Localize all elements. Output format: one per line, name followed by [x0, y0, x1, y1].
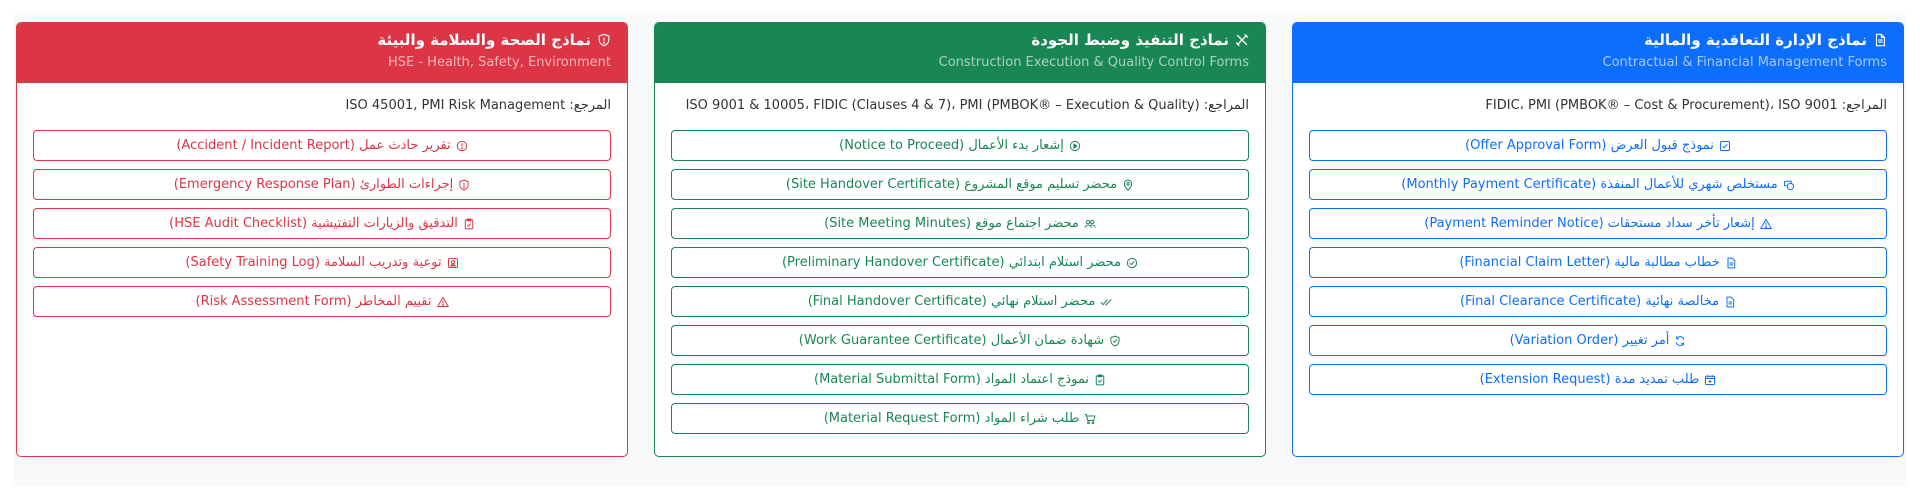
forms-section — [13, 15, 1907, 486]
map-pin-icon — [1122, 179, 1134, 191]
button-label: أمر تغيير (Variation Order) — [1509, 333, 1670, 348]
button-label: طلب تمديد مدة (Extension Request) — [1479, 372, 1700, 387]
references-hse: المرجع: ISO 45001, PMI Risk Management — [345, 98, 611, 113]
forms-cards-row — [16, 22, 1904, 457]
button-label: نموذج اعتماد المواد (Material Submittal Form) — [814, 372, 1089, 387]
button-label: إشعار تأخر سداد مستحقات (Payment Reminder Notice) — [1424, 216, 1755, 231]
tools-icon — [1235, 33, 1249, 47]
exclamation-circle-icon — [456, 140, 468, 152]
material-submittal-form-button[interactable] — [671, 364, 1249, 395]
warning-triangle-icon — [437, 296, 449, 308]
person-badge-icon — [447, 257, 459, 269]
card-subtitle-contractual: Contractual & Financial Management Forms — [1602, 55, 1887, 70]
emergency-response-plan-button[interactable] — [33, 169, 611, 200]
notice-to-proceed-button[interactable] — [671, 130, 1249, 161]
cart-icon — [1084, 413, 1096, 425]
button-label: توعية وتدريب السلامة (Safety Training Log) — [185, 255, 442, 270]
button-label: تقييم المخاطر (Risk Assessment Form) — [195, 294, 432, 309]
card-body-hse — [17, 83, 627, 317]
shield-check-icon — [1109, 335, 1121, 347]
button-label: محضر اجتماع موقع (Site Meeting Minutes) — [824, 216, 1079, 231]
button-label: محضر تسليم موقع المشروع (Site Handover Certificate) — [785, 177, 1118, 192]
button-label: مستخلص شهري للأعمال المنفذة (Monthly Payment Certificate) — [1401, 177, 1778, 192]
button-label: طلب شراء المواد (Material Request Form) — [823, 411, 1080, 426]
monthly-payment-certificate-button[interactable] — [1309, 169, 1887, 200]
card-subtitle-execution: Construction Execution & Quality Control Forms — [938, 55, 1249, 70]
accident-incident-report-button[interactable] — [33, 130, 611, 161]
button-label: نموذج قبول العرض (Offer Approval Form) — [1465, 138, 1714, 153]
card-header-hse — [17, 23, 627, 83]
button-label: مخالصة نهائية (Final Clearance Certificate) — [1459, 294, 1720, 309]
clipboard-check-icon — [463, 218, 475, 230]
button-label: خطاب مطالبة مالية (Financial Claim Letter) — [1459, 255, 1720, 270]
check-square-icon — [1719, 140, 1731, 152]
card-contractual-financial — [1292, 22, 1904, 457]
card-title-contractual — [1309, 30, 1887, 50]
card-header-execution — [655, 23, 1265, 83]
preliminary-handover-certificate-button[interactable] — [671, 247, 1249, 278]
button-label: إجراءات الطوارئ (Emergency Response Plan) — [173, 177, 454, 192]
button-label: شهادة ضمان الأعمال (Work Guarantee Certificate) — [798, 333, 1105, 348]
risk-assessment-form-button[interactable] — [33, 286, 611, 317]
refresh-icon — [1674, 335, 1686, 347]
final-handover-certificate-button[interactable] — [671, 286, 1249, 317]
card-body-execution — [655, 83, 1265, 434]
card-subtitle-hse: HSE - Health, Safety, Environment — [387, 55, 611, 70]
card-header-contractual — [1293, 23, 1903, 83]
card-title-text: نماذج الصحة والسلامة والبيئة — [377, 31, 591, 49]
payment-reminder-notice-button[interactable] — [1309, 208, 1887, 239]
variation-order-button[interactable] — [1309, 325, 1887, 356]
work-guarantee-certificate-button[interactable] — [671, 325, 1249, 356]
hse-audit-checklist-button[interactable] — [33, 208, 611, 239]
site-handover-certificate-button[interactable] — [671, 169, 1249, 200]
calendar-plus-icon — [1704, 374, 1716, 386]
button-label: إشعار بدء الأعمال (Notice to Proceed) — [839, 138, 1064, 153]
button-label: التدقيق والزيارات التفتيشية (HSE Audit Checklist) — [169, 216, 458, 231]
double-check-icon — [1100, 296, 1112, 308]
document-icon — [1873, 33, 1887, 47]
card-title-text: نماذج الإدارة التعاقدية والمالية — [1644, 31, 1867, 49]
extension-request-button[interactable] — [1309, 364, 1887, 395]
check-circle-icon — [1126, 257, 1138, 269]
button-label: محضر استلام نهائي (Final Handover Certificate) — [807, 294, 1096, 309]
shield-exclamation-icon — [458, 179, 470, 191]
button-label: تقرير حادث عمل (Accident / Incident Report) — [176, 138, 451, 153]
shield-exclamation-icon — [597, 33, 611, 47]
card-title-text: نماذج التنفيذ وضبط الجودة — [1031, 31, 1229, 49]
references-execution: المراجع: ISO 9001 & 10005، FIDIC (Clauses 4 & 7)، PMI (PMBOK® – Execution & Quality) — [685, 98, 1249, 113]
references-contractual: المراجع: FIDIC، PMI (PMBOK® – Cost & Procurement)، ISO 9001 — [1485, 98, 1887, 113]
people-icon — [1084, 218, 1096, 230]
card-execution-quality — [654, 22, 1266, 457]
file-text-icon — [1725, 257, 1737, 269]
card-hse — [16, 22, 628, 457]
card-title-hse — [33, 30, 611, 50]
card-body-contractual — [1293, 83, 1903, 395]
safety-training-log-button[interactable] — [33, 247, 611, 278]
offer-approval-form-button[interactable] — [1309, 130, 1887, 161]
warning-triangle-icon — [1760, 218, 1772, 230]
final-clearance-certificate-button[interactable] — [1309, 286, 1887, 317]
play-circle-icon — [1069, 140, 1081, 152]
material-request-form-button[interactable] — [671, 403, 1249, 434]
button-label: محضر استلام ابتدائي (Preliminary Handover Certificate) — [781, 255, 1122, 270]
cash-coin-icon — [1783, 179, 1795, 191]
clipboard-check-icon — [1094, 374, 1106, 386]
card-title-execution — [671, 30, 1249, 50]
financial-claim-letter-button[interactable] — [1309, 247, 1887, 278]
site-meeting-minutes-button[interactable] — [671, 208, 1249, 239]
file-text-icon — [1724, 296, 1736, 308]
